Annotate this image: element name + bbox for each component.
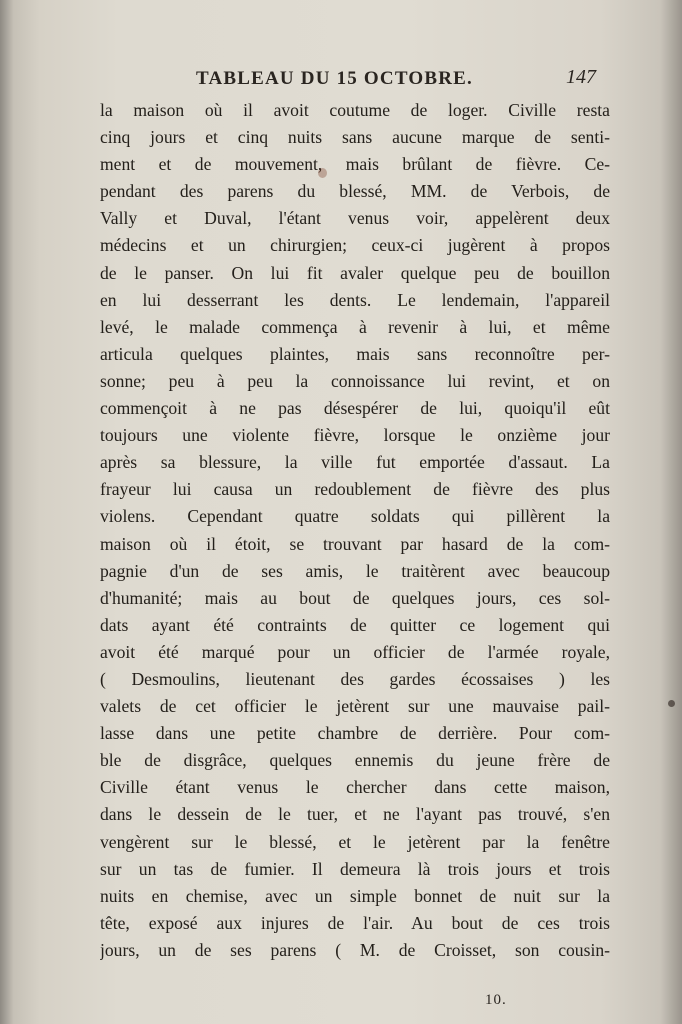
body-text — [100, 97, 610, 964]
page-header — [196, 68, 606, 98]
text-line: pagnie d'un de ses amis, le traitèrent avec beaucoup — [100, 560, 610, 581]
text-line: la maison où il avoit coutume de loger. Civille resta — [100, 100, 610, 120]
text-line: avoit été marqué pour un officier de l'armée royale, — [100, 641, 610, 662]
text-line: lasse dans une petite chambre de derrière. Pour com- — [100, 723, 610, 744]
text-line: Vally et Duval, l'étant venus voir, appelèrent deux — [100, 208, 610, 229]
text-line: ( Desmoulins, lieutenant des gardes écossaises ) les — [100, 668, 610, 689]
text-line: pendant des parens du blessé, MM. de Verbois, de — [100, 181, 610, 202]
text-line: sur un tas de fumier. Il demeura là trois jours et trois — [100, 858, 610, 879]
text-line: vengèrent sur le blessé, et le jetèrent par la fenêtre — [100, 831, 610, 852]
text-line: articula quelques plaintes, mais sans reconnoître per- — [100, 343, 610, 364]
text-line: toujours une violente fièvre, lorsque le onzième jour — [100, 425, 610, 446]
text-line: commençoit à ne pas désespérer de lui, quoiqu'il eût — [100, 398, 610, 419]
text-line: sonne; peu à peu la connoissance lui revint, et on — [100, 370, 610, 391]
text-line: violens. Cependant quatre soldats qui pillèrent la — [100, 506, 610, 527]
text-line: après sa blessure, la ville fut emportée d'assaut. La — [100, 452, 610, 473]
text-line: frayeur lui causa un redoublement de fièvre des plus — [100, 479, 610, 500]
text-line: de le panser. On lui fit avaler quelque peu de bouillon — [100, 262, 610, 283]
ink-stain — [318, 168, 327, 178]
text-line: médecins et un chirurgien; ceux-ci jugèrent à propos — [100, 235, 610, 256]
text-line: tête, exposé aux injures de l'air. Au bout de ces trois — [100, 912, 610, 933]
text-line: valets de cet officier le jetèrent sur une mauvaise pail- — [100, 696, 610, 717]
text-line: ment et de mouvement, mais brûlant de fièvre. Ce- — [100, 154, 610, 175]
text-line: maison où il étoit, se trouvant par hasard de la com- — [100, 533, 610, 554]
running-title: TABLEAU DU 15 OCTOBRE. — [196, 68, 473, 89]
ink-stain — [668, 700, 675, 707]
text-line: en lui desserrant les dents. Le lendemain, l'appareil — [100, 289, 610, 310]
text-line: d'humanité; mais au bout de quelques jours, ces sol- — [100, 587, 610, 608]
text-line: dans le dessein de le tuer, et ne l'ayant pas trouvé, s'en — [100, 804, 610, 825]
signature-mark: 10. — [485, 992, 507, 1008]
text-line: Civille étant venus le chercher dans cette maison, — [100, 777, 610, 798]
text-line: levé, le malade commença à revenir à lui, et même — [100, 316, 610, 337]
text-line: cinq jours et cinq nuits sans aucune marque de senti- — [100, 127, 610, 148]
text-line: dats ayant été contraints de quitter ce logement qui — [100, 614, 610, 635]
page-edge-shadow — [0, 0, 14, 1024]
text-line: jours, un de ses parens ( M. de Croisset, son cousin- — [100, 939, 610, 960]
page-number: 147 — [566, 66, 596, 88]
text-line: ble de disgrâce, quelques ennemis du jeune frère de — [100, 750, 610, 771]
text-line: nuits en chemise, avec un simple bonnet de nuit sur la — [100, 885, 610, 906]
